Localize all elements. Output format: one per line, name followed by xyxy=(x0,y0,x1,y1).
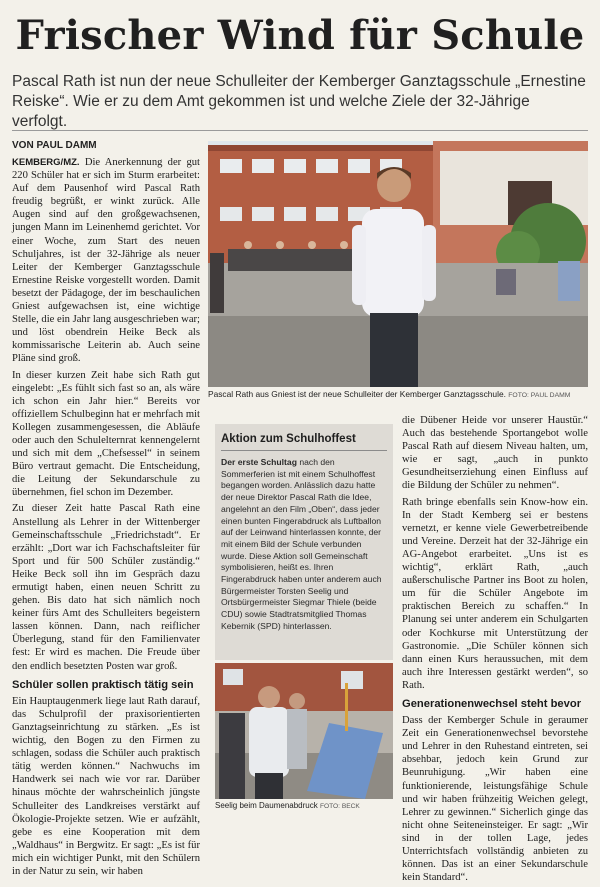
paragraph xyxy=(12,156,200,366)
paragraph: die Dübener Heide vor unserer Haustür.“ Auch das bestehende Sportangebot wolle Pascal Rath auf diesem Niveau halten, um, wie er sagt, „auch in punkto Gesundheitserziehung einen Einfluss auf die Bildung der Schüler zu nehmen“. xyxy=(402,415,588,492)
paragraph-text: Die Anerkennung der gut 220 Schüler hat er sich im Sturm erarbeitet: Auf dem Pausenhof wird Pascal Rath freudig begrüßt, er winkt zurück. Alle Augen sind auf den großgewachsenen, jungen Mann im Leinenhemd gerichtet. Vor einer Woche, zum Start des neuen Schuljahres, ist der 32-Jährige als neuer Leiter der Kemberger Ganztagsschule Ernestine Reiske vorgestellt worden. Damit besetzt der Pädagoge, der im beschaulichen Gniest aufgewachsen ist, eine wichtige Stelle, die ein Jahr lang ausgeschrieben war; und löst obendrein Heike Beck als kommissarische Leiterin ab. Auch seine Pläne sind groß. xyxy=(12,157,200,365)
info-box-title: Aktion zum Schulhoffest xyxy=(221,433,356,445)
info-box-body: nach den Sommerferien ist mit einem Schulhoffest begangen worden. Anlässlich dazu hatte der neue Direktor Pascal Rath die Idee, angelehnt an den Film „Oben“, dass jeder einen bunten Fingerabdruck als Luftballon auf der Leinwand hinterlassen konnte, der mit einem Bild der Schule verbunden wurde. Diese Aktion soll Gemeinschaft symbolisieren, heißt es. Ihren Fingerabdruck haben unter anderem auch Bürgermeister Torsten Seelig und Ortsbürgermeister Siegmar Thiele (beide CDU) sowie Stadtratsmitglied Thomas Kebernik (SPD) hinterlassen. xyxy=(221,457,382,631)
paragraph: Zu dieser Zeit hatte Pascal Rath eine Anstellung als Lehrer in der Wittenberger Gemeinschaftsschule „Friedrichstadt“. Er erzählt: „Dort war ich Fachschaftsleiter für Sport und für 500 Schüler zuständig.“ Heike Beck soll ihn im Gespräch dazu ermutigt haben, einen neuen Schritt zu gehen. Bis dato hat sich nämlich noch keiner fürs Amt des Schulleiters begeistern lassen können. Dann, nach reiflicher Überlegung, stand für den Familienvater fest: Er wird es machen. Die Freude über den endlich besetzten Posten war groß. xyxy=(12,503,200,672)
divider xyxy=(12,130,588,131)
photo-credit: FOTO: BECK xyxy=(319,803,360,810)
small-photo xyxy=(215,663,393,799)
dateline: KEMBERG/MZ. xyxy=(12,157,80,168)
article-headline: Frischer Wind für Schule xyxy=(15,12,585,59)
photo-credit: FOTO: PAUL DAMM xyxy=(508,392,571,399)
paragraph: In dieser kurzen Zeit habe sich Rath gut eingelebt: „Es fühlt sich fast so an, als wäre ich schon ein Jahr hier.“ Bereits vor offiziellem Schulbeginn hat er mehrfach mit Kollegen zusammengesessen, die Abläufe oder auch den Schulelternrat kennengelernt und sich mit dem „Chefsessel“ in seinem Büro vertraut gemacht. Die Entscheidung, die Leitung der Sekundarschule zu übernehmen, fiel schon im Dezember. xyxy=(12,369,200,499)
small-photo-caption xyxy=(215,801,393,810)
subheading: Schüler sollen praktisch tätig sein xyxy=(12,678,194,691)
paragraph: Rath bringe ebenfalls sein Know-how ein. In der Stadt Kemberg sei er bestens vernetzt, er kenne viele Gewerbetreibende und Vereine. Derzeit hat der 32-Jährige ein AG-Angebot erarbeitet. „Uns ist es wichtig“, erklärt Rath, „auch außerschulische Partner ins Boot zu holen, um für die Schüler Angebote im praktischen Bereich zu schaffen.“ In Planung sei unter anderem ein Schulgarten oder Kochkurse mit Unterstützung der Gastronomie. „Die Schüler können sich dann einen Kurs heraussuchen, mit dem auch ihre Interessen gestärkt werden“, so Rath. xyxy=(402,496,588,691)
article-lead: Pascal Rath ist nun der neue Schulleiter der Kemberger Ganztagsschule „Ernestine Reiske“. Wie er zu dem Amt gekommen ist und welche Ziele der 32-Jährige verfolgt. xyxy=(12,73,586,130)
info-box-text xyxy=(215,451,393,633)
byline: VON PAUL DAMM xyxy=(12,140,97,151)
caption-text: Pascal Rath aus Gniest ist der neue Schulleiter der Kemberger Ganztagsschule. xyxy=(208,389,506,399)
paragraph: Dass der Kemberger Schule in geraumer Zeit ein Generationenwechsel bevorstehe und Lehrer in den Ruhestand eintreten, sei absehbar, jedoch kein Grund zur Beunruhigung. „Wir haben eine funktionierende, leistungsfähige Schule und wir haben frühzeitig Weichen gelegt, Lehrer zu gewinnen.“ Sicherlich ginge das nicht ohne Seiteneinsteiger. Er sagt: „Wir sind in der tollen Lage, jedes Unterrichtsfach vollständig anbieten zu können. Das ist an einer Sekundarschule kein Standard“. xyxy=(402,715,588,884)
info-box xyxy=(215,424,393,660)
column-right xyxy=(402,414,588,887)
main-photo xyxy=(208,141,588,387)
main-photo-caption xyxy=(208,389,588,399)
column-left xyxy=(12,156,200,881)
info-box-lead: Der erste Schultag xyxy=(221,457,297,467)
paragraph: Ein Hauptaugenmerk liege laut Rath darauf, das Schulprofil der praxisorientierten Ganztagseinrichtung zu stärken. „Es ist wichtig, den Bogen zu den Firmen zu schlagen, sodass die Schüler auch praktisch tätig werden können.“ Nachwuchs im Handwerk sei nach wie vor rar. Darüber hinaus möchte der wahrscheinlich jüngste Schulleiter des Landkreises verstärkt auf Ökologie-Projekte setzen. Wie er aufzählt, gebe es eine Kooperation mit dem „Waldhaus“ in Bergwitz. Er sagt: „Es ist für mich ein wichtiger Punkt, mit den Schülern in der Natur zu sein, wir haben xyxy=(12,695,200,877)
caption-text: Seelig beim Daumenabdruck xyxy=(215,801,318,810)
subheading: Generationenwechsel steht bevor xyxy=(402,697,582,710)
